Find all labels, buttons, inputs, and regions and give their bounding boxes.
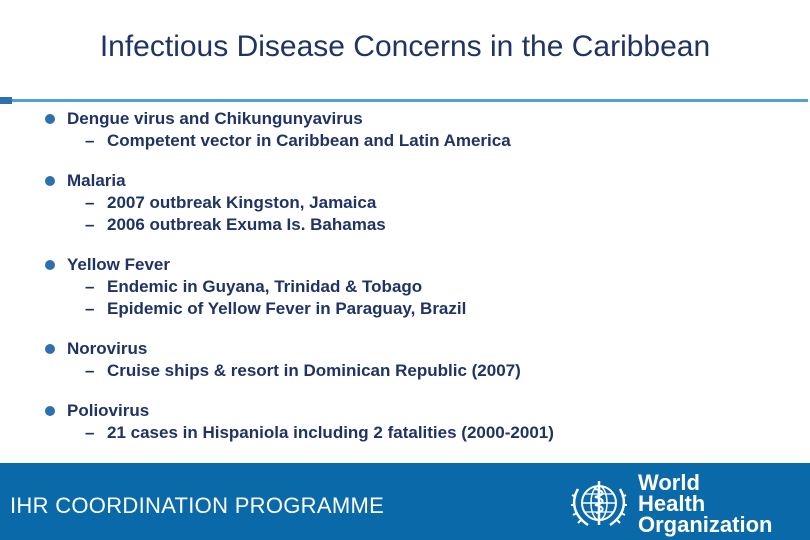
programme-label: IHR COORDINATION PROGRAMME: [10, 493, 385, 518]
dash-marker: –: [85, 193, 95, 212]
bullet-icon: [45, 406, 55, 416]
title-divider: [0, 99, 808, 102]
list-item: [45, 338, 805, 382]
who-wordmark-line1: World Health: [638, 469, 706, 516]
sub-bullet: Cruise ships & resort in Dominican Republic (2007): [107, 361, 521, 380]
dash-marker: –: [85, 361, 95, 380]
who-wordmark: [638, 469, 773, 537]
who-emblem-icon: [568, 475, 630, 531]
bullet-list: [45, 108, 805, 462]
bullet-icon: [45, 260, 55, 270]
slide-title: Infectious Disease Concerns in the Caribbean: [99, 30, 711, 63]
title-divider-accent: [0, 97, 12, 104]
sub-bullet: 21 cases in Hispaniola including 2 fatalities (2000-2001): [107, 423, 554, 442]
dash-marker: –: [85, 215, 95, 234]
dash-marker: –: [85, 277, 95, 296]
footer-bar: [0, 463, 810, 540]
dash-marker: –: [85, 423, 95, 442]
dash-marker: –: [85, 131, 95, 150]
bullet-icon: [45, 114, 55, 124]
who-wordmark-line2: Organization: [638, 511, 773, 537]
sub-bullet: 2007 outbreak Kingston, Jamaica: [107, 193, 377, 212]
bullet-icon: [45, 344, 55, 354]
bullet-icon: [45, 176, 55, 186]
who-logo: [568, 469, 773, 537]
bullet-label: Malaria: [67, 171, 126, 190]
sub-bullet: Epidemic of Yellow Fever in Paraguay, Brazil: [107, 299, 467, 318]
bullet-label: Dengue virus and Chikungunyavirus: [67, 109, 363, 128]
list-item: [45, 254, 805, 320]
dash-marker: –: [85, 299, 95, 318]
list-item: [45, 108, 805, 152]
bullet-label: Yellow Fever: [67, 255, 170, 274]
list-item: [45, 400, 805, 444]
sub-bullet: 2006 outbreak Exuma Is. Bahamas: [107, 215, 386, 234]
sub-bullet: Competent vector in Caribbean and Latin America: [107, 131, 511, 150]
sub-bullet: Endemic in Guyana, Trinidad & Tobago: [107, 277, 423, 296]
bullet-label: Norovirus: [67, 339, 148, 358]
list-item: [45, 170, 805, 236]
bullet-label: Poliovirus: [67, 401, 150, 420]
